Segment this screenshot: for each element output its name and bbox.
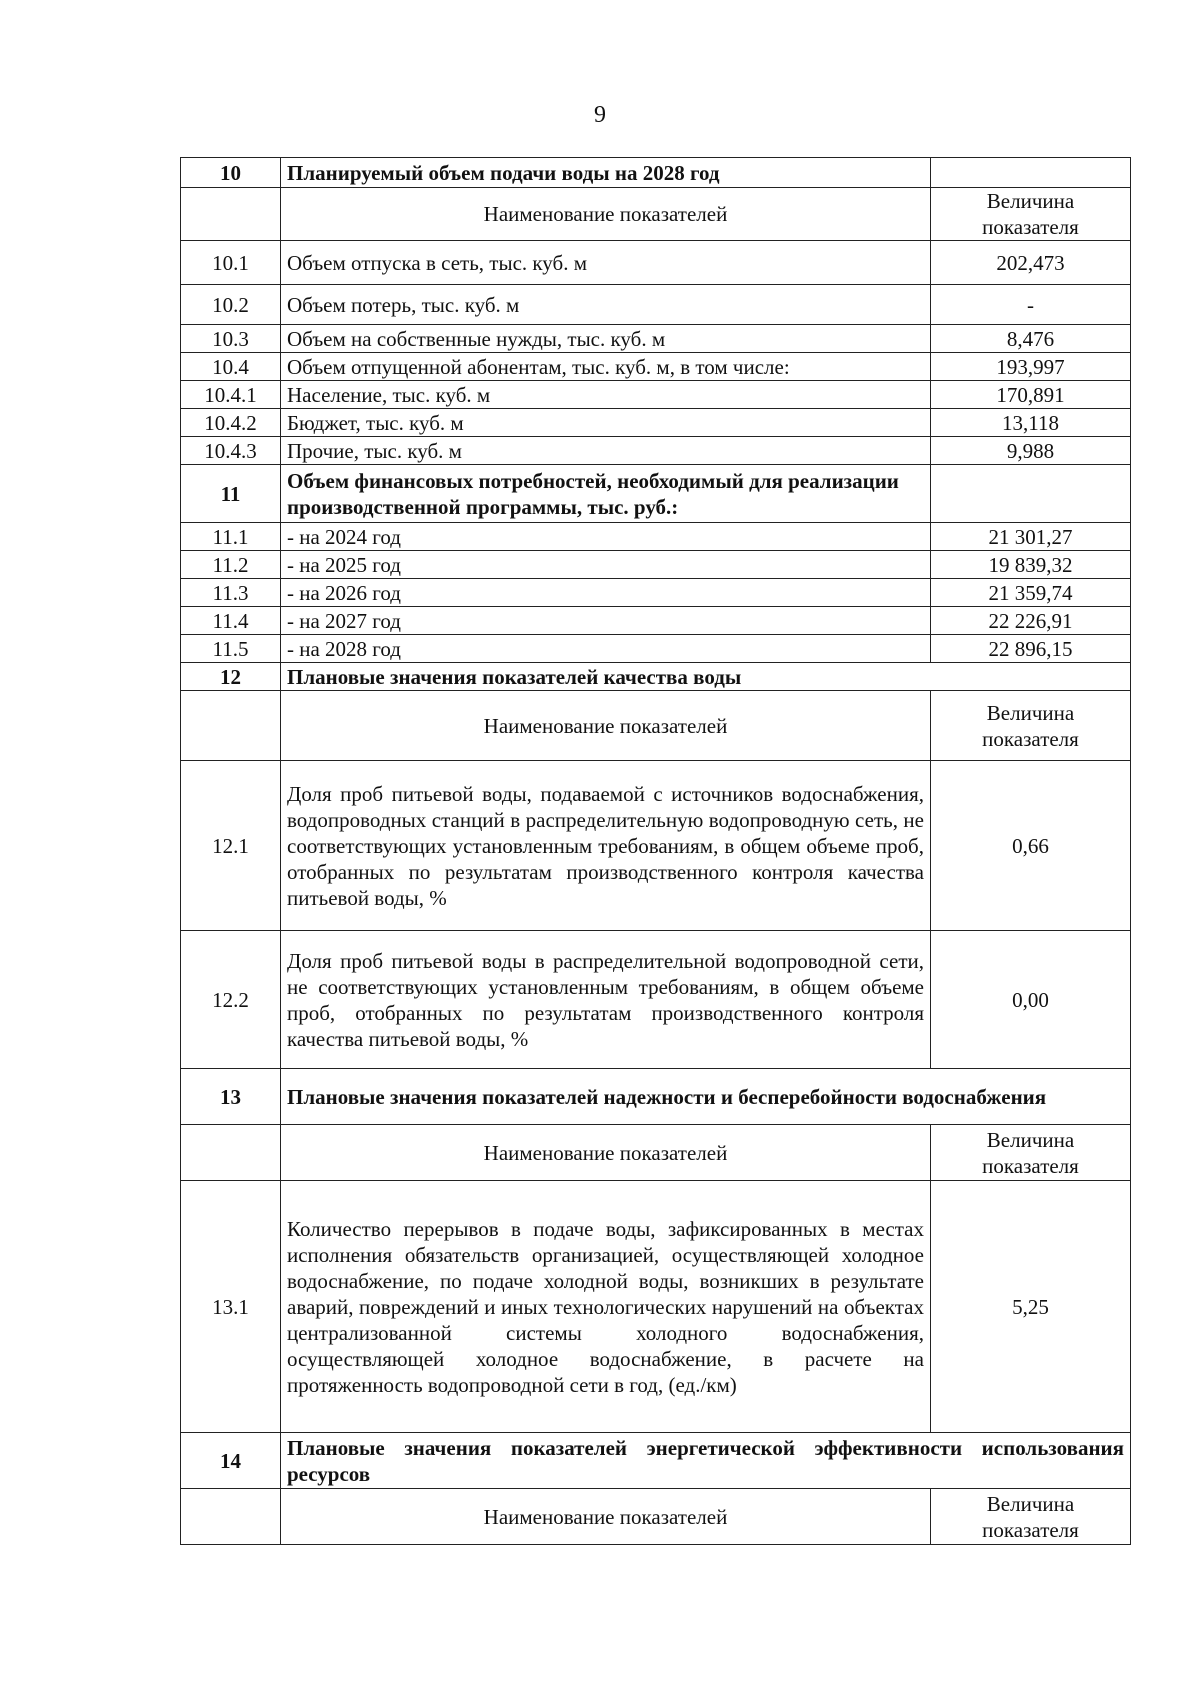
page-number: 9 — [594, 102, 606, 128]
row-number: 10.4.2 — [181, 409, 281, 437]
row-label: Доля проб питьевой воды в распределительной водопроводной сети, не соответствующих установленным требованиям, в общем объеме проб, отобранных по результатам производственного контроля качества питьевой воды, % — [281, 931, 931, 1069]
row-number: 10.1 — [181, 241, 281, 285]
table-row — [181, 1181, 1131, 1433]
table-row — [181, 761, 1131, 931]
row-number: 12.1 — [181, 761, 281, 931]
row-value: 19 839,32 — [931, 551, 1131, 579]
row-label: Население, тыс. куб. м — [281, 381, 931, 409]
row-number: 10.4.3 — [181, 437, 281, 465]
table-row — [181, 607, 1131, 635]
row-label: - на 2027 год — [281, 607, 931, 635]
table-row — [181, 437, 1131, 465]
row-value: 22 896,15 — [931, 635, 1131, 663]
row-number: 10.2 — [181, 285, 281, 325]
section-number: 10 — [181, 158, 281, 188]
row-value: 5,25 — [931, 1181, 1131, 1433]
table-row — [181, 551, 1131, 579]
section-11-header — [181, 465, 1131, 523]
indicators-table — [180, 157, 1131, 1545]
row-number: 12.2 — [181, 931, 281, 1069]
section-title: Плановые значения показателей энергетической эффективности использования ресурсов — [281, 1433, 1131, 1489]
section-12-header — [181, 663, 1131, 691]
row-number: 10.4 — [181, 353, 281, 381]
section-title: Планируемый объем подачи воды на 2028 год — [281, 158, 931, 188]
row-value: 0,66 — [931, 761, 1131, 931]
column-header-name: Наименование показателей — [281, 188, 931, 241]
row-number: 11.5 — [181, 635, 281, 663]
section-number: 11 — [181, 465, 281, 523]
row-label: - на 2026 год — [281, 579, 931, 607]
column-header-name: Наименование показателей — [281, 1489, 931, 1545]
table-row — [181, 381, 1131, 409]
row-value: 8,476 — [931, 325, 1131, 353]
row-number: 13.1 — [181, 1181, 281, 1433]
row-number: 10.3 — [181, 325, 281, 353]
section-title: Плановые значения показателей качества воды — [281, 663, 1131, 691]
row-value: 170,891 — [931, 381, 1131, 409]
section-10-header — [181, 158, 1131, 188]
row-label: Прочие, тыс. куб. м — [281, 437, 931, 465]
section-14-header — [181, 1433, 1131, 1489]
column-header-row — [181, 691, 1131, 761]
row-value: 0,00 — [931, 931, 1131, 1069]
row-value: 202,473 — [931, 241, 1131, 285]
row-value: 193,997 — [931, 353, 1131, 381]
column-header-name: Наименование показателей — [281, 1125, 931, 1181]
row-value: 9,988 — [931, 437, 1131, 465]
table-row — [181, 635, 1131, 663]
column-header-row — [181, 1489, 1131, 1545]
table-row — [181, 285, 1131, 325]
row-label: Доля проб питьевой воды, подаваемой с источников водоснабжения, водопроводных станций в распределительную водопроводную сеть, не соответствующих установленным требованиям, в общем объеме проб, отобранных по результатам производственного контроля качества питьевой воды, % — [281, 761, 931, 931]
row-value: 21 359,74 — [931, 579, 1131, 607]
section-number: 14 — [181, 1433, 281, 1489]
table-row — [181, 579, 1131, 607]
row-label: - на 2025 год — [281, 551, 931, 579]
table-row — [181, 325, 1131, 353]
row-number: 11.3 — [181, 579, 281, 607]
row-label: Количество перерывов в подаче воды, зафиксированных в местах исполнения обязательств организацией, осуществляющей холодное водоснабжение, по подаче холодной воды, возникших в результате аварий, повреждений и иных технологических нарушений на объектах централизованной системы холодного водоснабжения, осуществляющей холодное водоснабжение, в расчете на протяженность водопроводной сети в год, (ед./км) — [281, 1181, 931, 1433]
section-number: 12 — [181, 663, 281, 691]
row-number: 10.4.1 — [181, 381, 281, 409]
row-value: - — [931, 285, 1131, 325]
section-title: Объем финансовых потребностей, необходимый для реализации производственной программы, тыс. руб.: — [281, 465, 931, 523]
row-number: 11.4 — [181, 607, 281, 635]
section-13-header — [181, 1069, 1131, 1125]
row-label: - на 2028 год — [281, 635, 931, 663]
row-label: Бюджет, тыс. куб. м — [281, 409, 931, 437]
section-number: 13 — [181, 1069, 281, 1125]
row-label: Объем отпуска в сеть, тыс. куб. м — [281, 241, 931, 285]
table-row — [181, 353, 1131, 381]
column-header-value: Величина показателя — [931, 1489, 1131, 1545]
table-row — [181, 931, 1131, 1069]
column-header-value: Величина показателя — [931, 691, 1131, 761]
row-number: 11.1 — [181, 523, 281, 551]
row-label: Объем потерь, тыс. куб. м — [281, 285, 931, 325]
row-label: Объем отпущенной абонентам, тыс. куб. м, в том числе: — [281, 353, 931, 381]
column-header-value: Величина показателя — [931, 188, 1131, 241]
section-title: Плановые значения показателей надежности и бесперебойности водоснабжения — [281, 1069, 1131, 1125]
column-header-row — [181, 188, 1131, 241]
row-number: 11.2 — [181, 551, 281, 579]
row-value: 22 226,91 — [931, 607, 1131, 635]
row-value: 13,118 — [931, 409, 1131, 437]
row-label: - на 2024 год — [281, 523, 931, 551]
column-header-row — [181, 1125, 1131, 1181]
row-value: 21 301,27 — [931, 523, 1131, 551]
table-row — [181, 241, 1131, 285]
column-header-name: Наименование показателей — [281, 691, 931, 761]
row-label: Объем на собственные нужды, тыс. куб. м — [281, 325, 931, 353]
table-row — [181, 523, 1131, 551]
table-row — [181, 409, 1131, 437]
column-header-value: Величина показателя — [931, 1125, 1131, 1181]
